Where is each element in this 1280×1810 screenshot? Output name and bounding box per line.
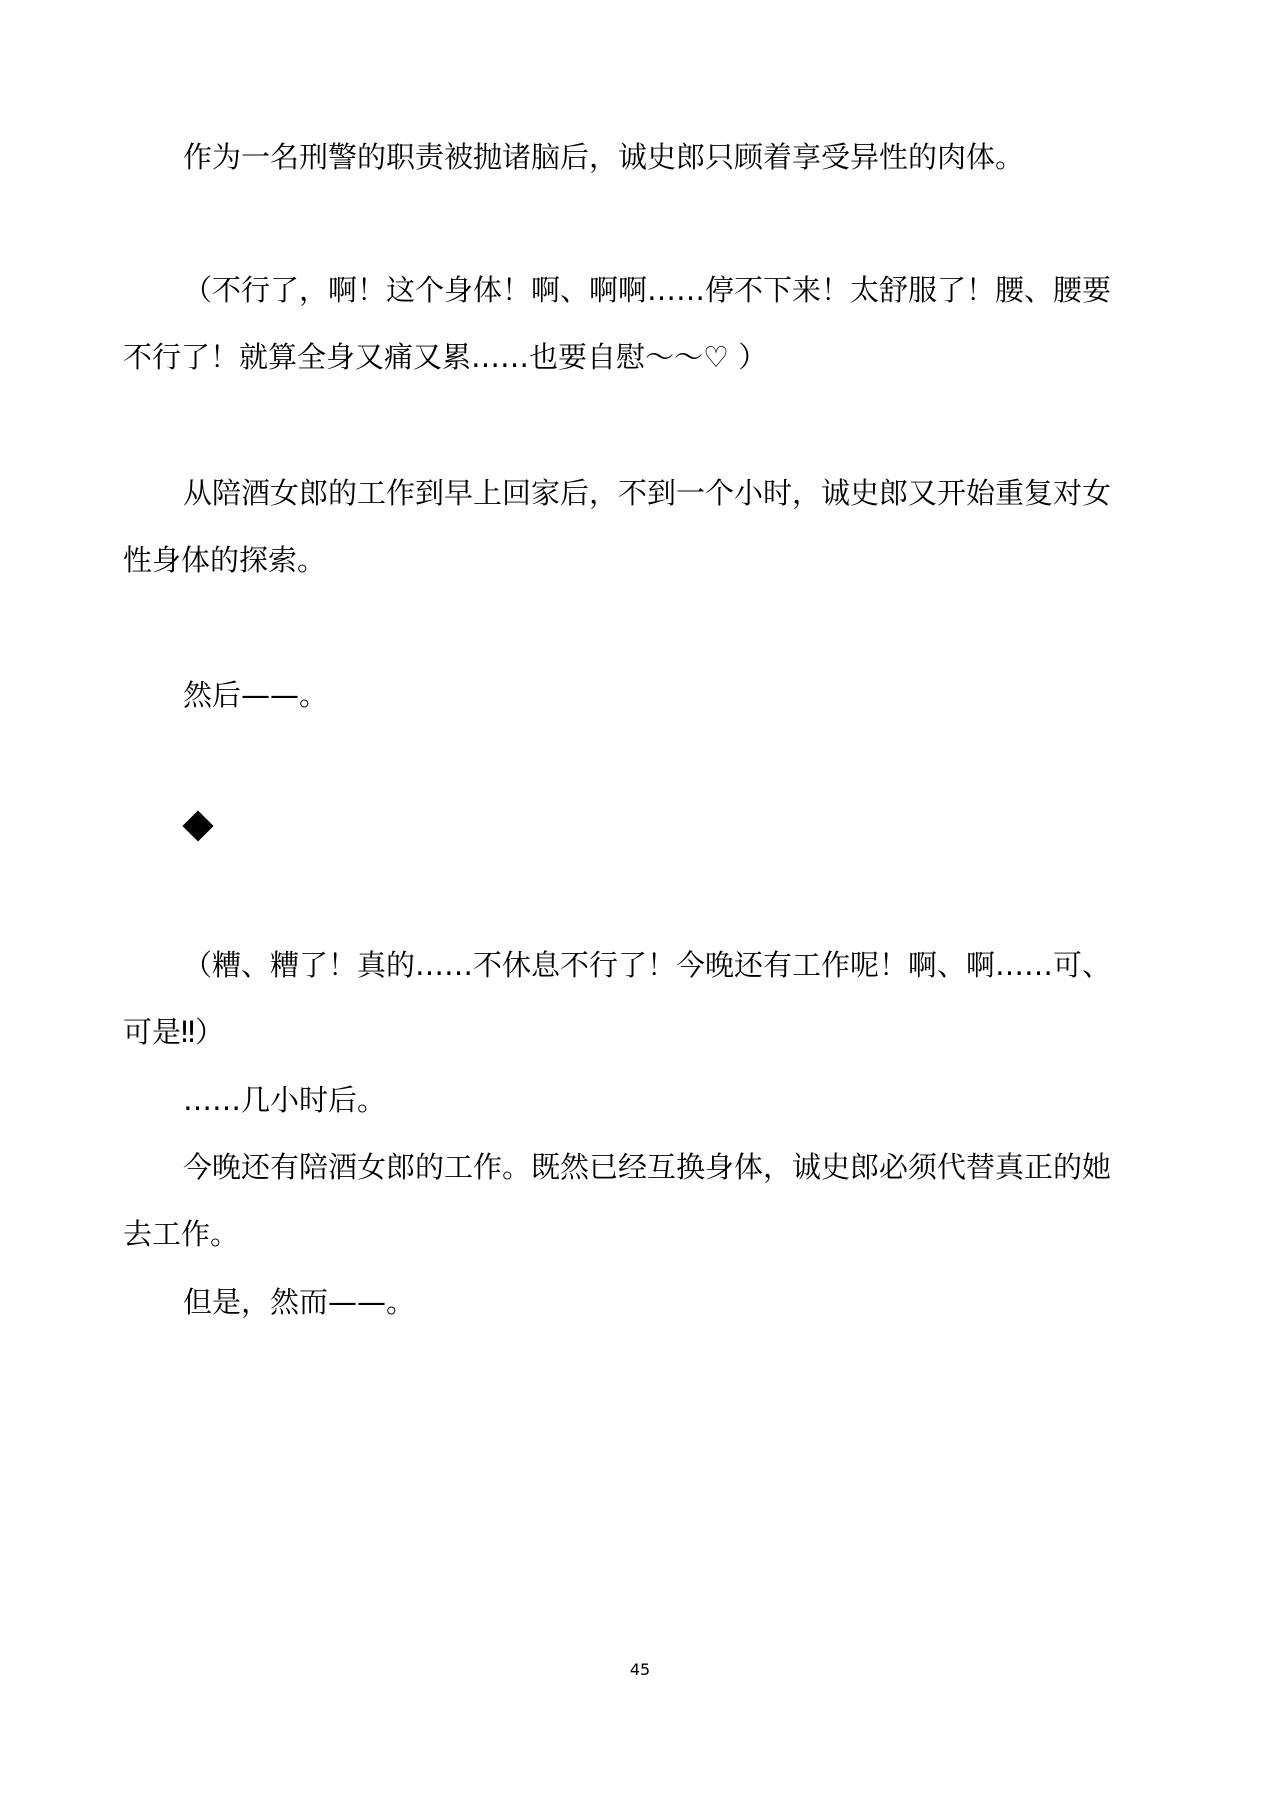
paragraph-4-line-1: 然后——。 — [183, 678, 329, 712]
paragraph-5-line-2: 可是‼） — [123, 1015, 225, 1049]
paragraph-3-line-1: 从陪酒女郎的工作到早上回家后，不到一个小时，诚史郎又开始重复对女 — [183, 476, 1112, 510]
paragraph-7-line-2: 去工作。 — [123, 1217, 240, 1251]
paragraph-1-line-1: 作为一名刑警的职责被抛诸脑后，诚史郎只顾着享受异性的肉体。 — [183, 140, 1025, 174]
paragraph-2-line-2: 不行了！就算全身又痛又累……也要自慰～～♡ ） — [123, 340, 768, 374]
paragraph-8-line-1: 但是，然而——。 — [183, 1285, 416, 1319]
paragraph-5-line-1: （糟、糟了！真的……不休息不行了！今晚还有工作呢！啊、啊……可、 — [183, 948, 1112, 982]
page-number: 45 — [629, 1660, 651, 1679]
paragraph-6-line-1: ……几小时后。 — [183, 1083, 387, 1117]
paragraph-7-line-1: 今晚还有陪酒女郎的工作。既然已经互换身体，诚史郎必须代替真正的她 — [183, 1150, 1112, 1184]
paragraph-2-line-1: （不行了，啊！这个身体！啊、啊啊……停不下来！太舒服了！腰、腰要 — [183, 273, 1112, 307]
paragraph-3-line-2: 性身体的探索。 — [123, 543, 327, 577]
diamond-icon — [182, 810, 213, 841]
